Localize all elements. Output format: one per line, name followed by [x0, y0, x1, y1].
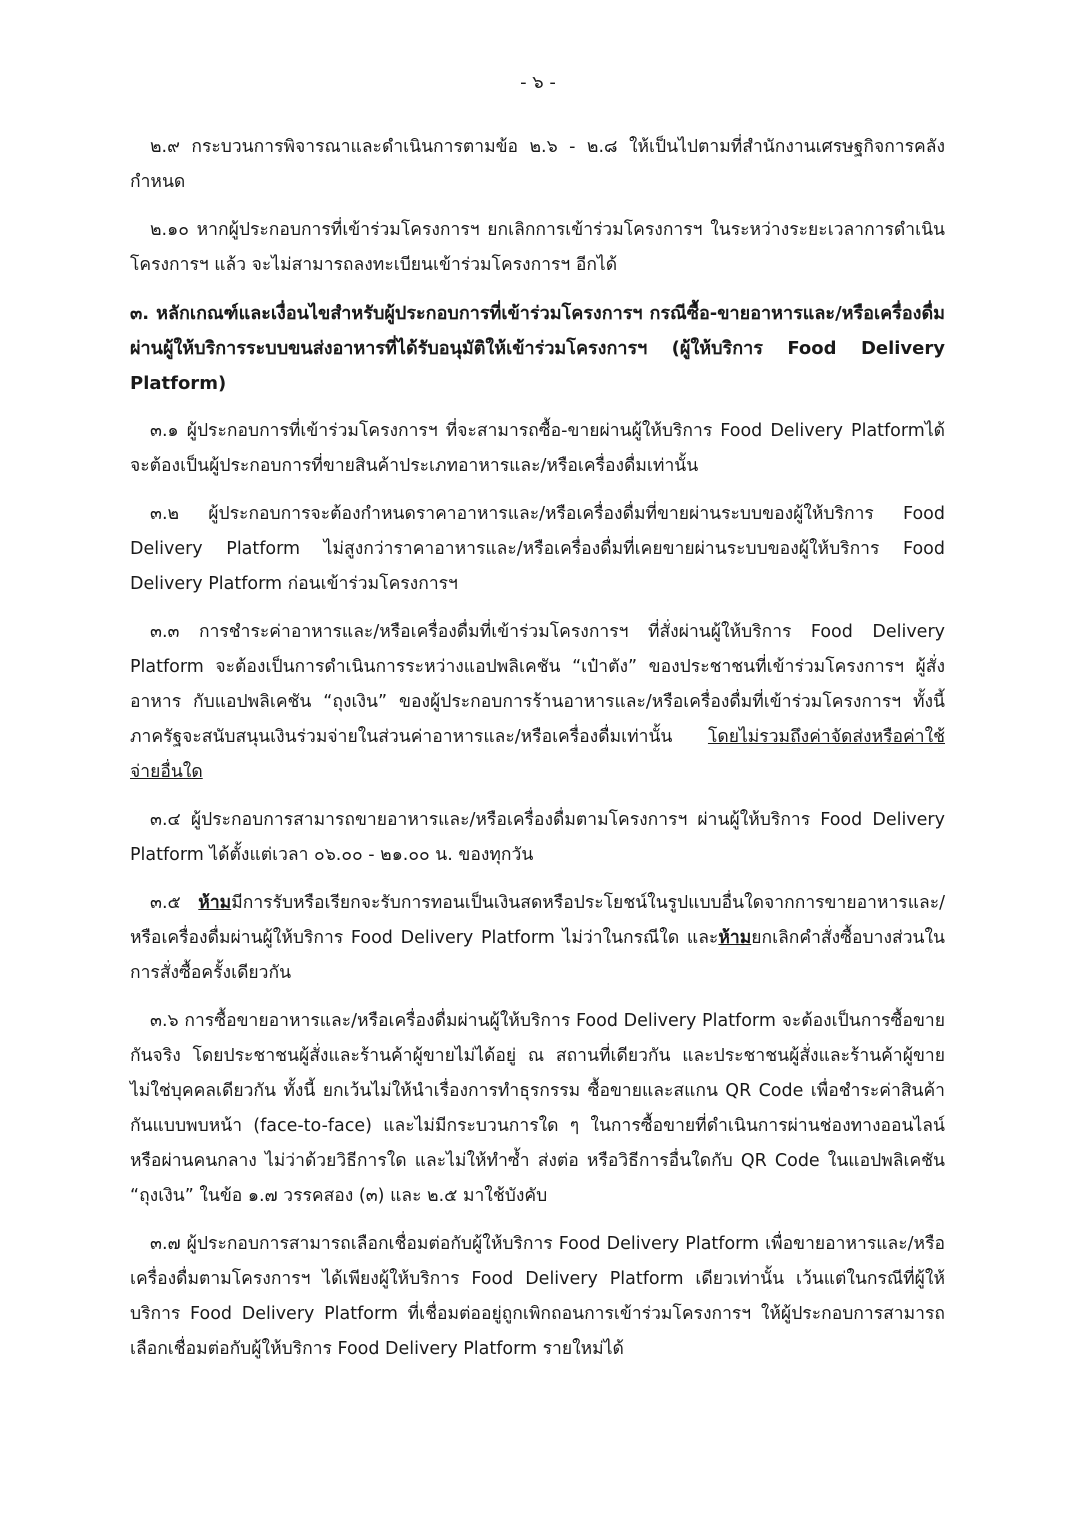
paragraph-3-5-middle: มีการรับหรือเรียกจะรับการทอนเป็นเงินสดหรือประโยชน์ในรูปแบบอื่นใดจากการขายอาหารและ/หรือเครื่องดื่มผ่านผู้ให้บริการ Food Delivery Platform ไม่ว่าในกรณีใด และ: [130, 893, 945, 948]
paragraph-3-7-text: ๓.๗ ผู้ประกอบการสามารถเลือกเชื่อมต่อกับผู้ให้บริการ Food Delivery Platform เพื่อขายอาหารและ/หรือเครื่องดื่มตามโครงการฯ ได้เพียงผู้ให้บริการ Food Delivery Platform เดียวเท่านั้น เว้นแต่ในกรณีที่ผู้ให้บริการ Food Delivery Platform ที่เชื่อมต่ออยู่ถูกเพิกถอนการเข้าร่วมโครงการฯ ให้ผู้ประกอบการสามารถเลือกเชื่อมต่อกับผู้ให้บริการ Food Delivery Platform รายใหม่ได้: [130, 1234, 945, 1359]
paragraph-3-3: [130, 615, 945, 790]
paragraph-3-4: [130, 803, 945, 873]
paragraph-3-7: [130, 1227, 945, 1367]
paragraph-3-2: [130, 497, 945, 602]
paragraph-3-5-end: ยกเลิกคำสั่งซื้อบางส่วนในการสั่งซื้อครั้งเดียวกัน: [130, 928, 945, 983]
section-3-heading: ๓. หลักเกณฑ์และเงื่อนไขสำหรับผู้ประกอบการที่เข้าร่วมโครงการฯ กรณีซื้อ-ขายอาหารและ/หรือเครื่องดื่มผ่านผู้ให้บริการระบบขนส่งอาหารที่ได้รับอนุมัติให้เข้าร่วมโครงการฯ (ผู้ให้บริการ Food Delivery Platform): [130, 303, 945, 394]
paragraph-3-1: [130, 414, 945, 484]
paragraph-3-2-text: ๓.๒ ผู้ประกอบการจะต้องกำหนดราคาอาหารและ/หรือเครื่องดื่มที่ขายผ่านระบบของผู้ให้บริการ Food Delivery Platform ไม่สูงกว่าราคาอาหารและ/หรือเครื่องดื่มที่เคยขายผ่านระบบของผู้ให้บริการ Food Delivery Platform ก่อนเข้าร่วมโครงการฯ: [130, 504, 945, 594]
paragraph-3-5-prohibit-1: ห้าม: [198, 893, 232, 913]
paragraph-3-3-underlined-text: โดยไม่รวมถึงค่าจัดส่งหรือค่าใช้จ่ายอื่นใด: [130, 727, 945, 782]
paragraph-3-3-text: ๓.๓ การชำระค่าอาหารและ/หรือเครื่องดื่มที่เข้าร่วมโครงการฯ ที่สั่งผ่านผู้ให้บริการ Food Delivery Platform จะต้องเป็นการดำเนินการระหว่างแอปพลิเคชัน “เป๋าตัง” ของประชาชนที่เข้าร่วมโครงการฯ ผู้สั่งอาหาร กับแอปพลิเคชัน “ถุงเงิน” ของผู้ประกอบการร้านอาหารและ/หรือเครื่องดื่มที่เข้าร่วมโครงการฯ ทั้งนี้ ภาครัฐจะสนับสนุนเงินร่วมจ่ายในส่วนค่าอาหารและ/หรือเครื่องดื่มเท่านั้น: [130, 622, 945, 747]
page-number: - ๖ -: [520, 72, 556, 93]
paragraph-3-5: [130, 886, 945, 991]
paragraph-2-10: [130, 213, 945, 283]
paragraph-2-9: [130, 130, 945, 200]
paragraph-3-6-text: ๓.๖ การซื้อขายอาหารและ/หรือเครื่องดื่มผ่านผู้ให้บริการ Food Delivery Platform จะต้องเป็นการซื้อขายกันจริง โดยประชาชนผู้สั่งและร้านค้าผู้ขายไม่ได้อยู่ ณ สถานที่เดียวกัน และประชาชนผู้สั่งและร้านค้าผู้ขายไม่ใช่บุคคลเดียวกัน ทั้งนี้ ยกเว้นไม่ให้นำเรื่องการทำธุรกรรม ซื้อขายและสแกน QR Code เพื่อชำระค่าสินค้ากันแบบพบหน้า (face-to-face) และไม่มีกระบวนการใด ๆ ในการซื้อขายที่ดำเนินการผ่านช่องทางออนไลน์ หรือผ่านคนกลาง ไม่ว่าด้วยวิธีการใด และไม่ให้ทำซ้ำ ส่งต่อ หรือวิธีการอื่นใดกับ QR Code ในแอปพลิเคชัน “ถุงเงิน” ในข้อ ๑.๗ วรรคสอง (๓) และ ๒.๕ มาใช้บังคับ: [130, 1011, 945, 1206]
paragraph-3-5-prohibit-2: ห้าม: [718, 928, 752, 948]
page-content: [130, 130, 945, 1380]
paragraph-3-6: [130, 1004, 945, 1214]
paragraph-2-9-text: ๒.๙ กระบวนการพิจารณาและดำเนินการตามข้อ ๒.๖ - ๒.๘ ให้เป็นไปตามที่สำนักงานเศรษฐกิจการคลังกำหนด: [130, 137, 945, 192]
paragraph-3-4-text: ๓.๔ ผู้ประกอบการสามารถขายอาหารและ/หรือเครื่องดื่มตามโครงการฯ ผ่านผู้ให้บริการ Food Delivery Platform ได้ตั้งแต่เวลา ๐๖.๐๐ - ๒๑.๐๐ น. ของทุกวัน: [130, 810, 945, 865]
paragraph-2-10-text: ๒.๑๐ หากผู้ประกอบการที่เข้าร่วมโครงการฯ ยกเลิกการเข้าร่วมโครงการฯ ในระหว่างระยะเวลาการดำเนินโครงการฯ แล้ว จะไม่สามารถลงทะเบียนเข้าร่วมโครงการฯ อีกได้: [130, 220, 945, 275]
paragraph-3-5-number: ๓.๕: [150, 893, 199, 913]
paragraph-3-1-text: ๓.๑ ผู้ประกอบการที่เข้าร่วมโครงการฯ ที่จะสามารถซื้อ-ขายผ่านผู้ให้บริการ Food Delivery Platformได้จะต้องเป็นผู้ประกอบการที่ขายสินค้าประเภทอาหารและ/หรือเครื่องดื่มเท่านั้น: [130, 421, 945, 476]
